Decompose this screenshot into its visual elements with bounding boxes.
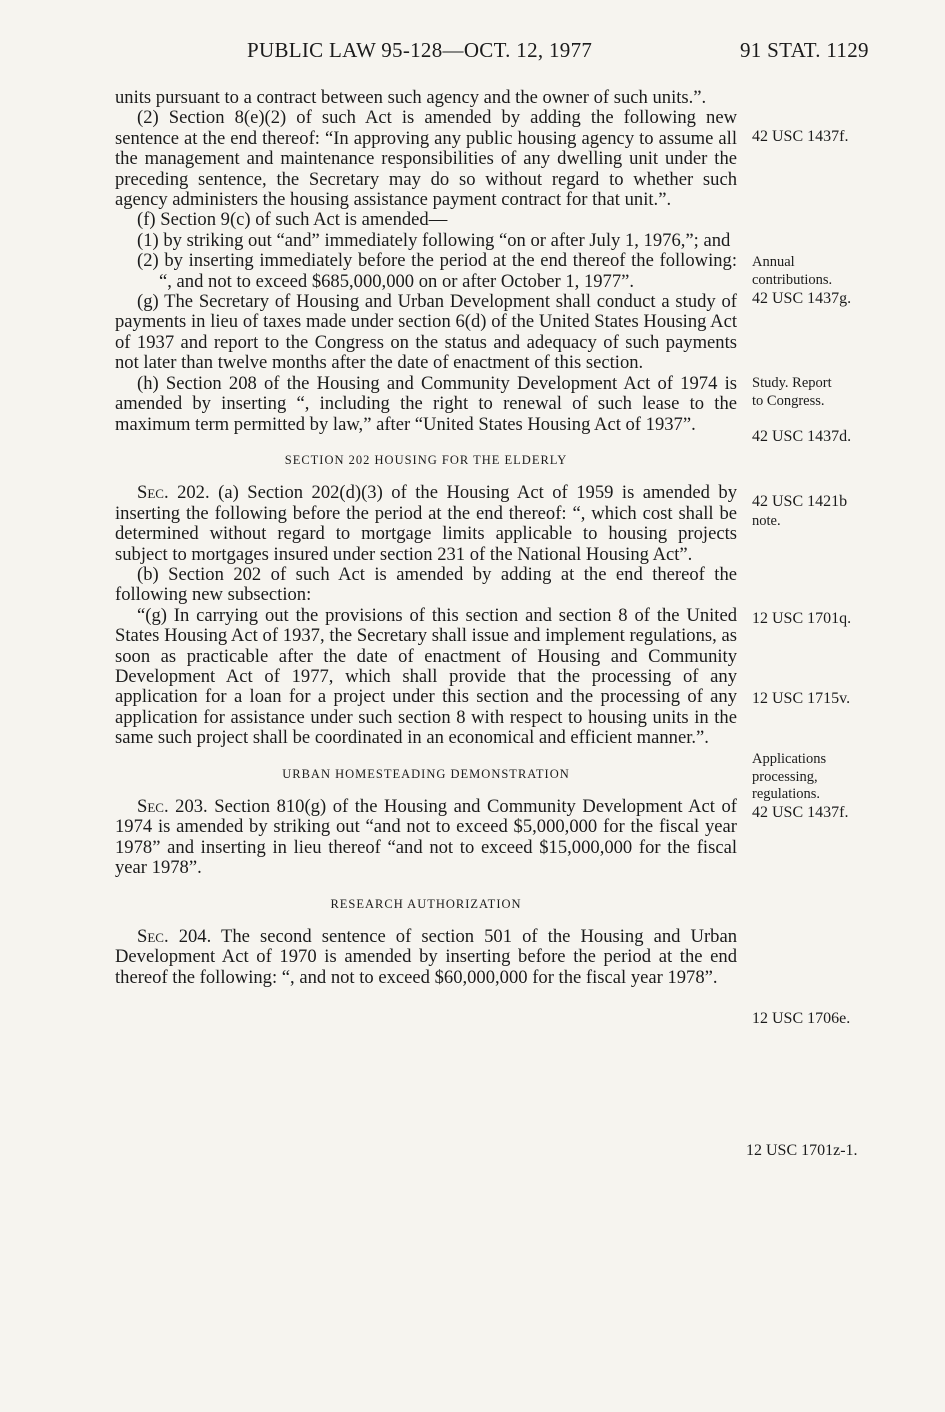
section-label: Sec. 203. bbox=[137, 796, 208, 817]
paragraph: (2) Section 8(e)(2) of such Act is amended by adding the following new sentence at the end thereof: “In approving any public housing agency to assume all the management and maintenance responsibilities of any dwelling unit under the preceding sentence, the Secretary may do so without regard to whether such agency administers the housing assistance payment contract for that unit.”. bbox=[115, 107, 737, 211]
paragraph: units pursuant to a contract between such agency and the owner of such units.”. bbox=[115, 87, 707, 108]
paragraph: (h) Section 208 of the Housing and Community Development Act of 1974 is amended by inserting “, including the right to renewal of such lease to the maximum term permitted by law,” after “United States Housing Act of 1937”. bbox=[115, 372, 737, 435]
paragraph-text: Section 810(g) of the Housing and Community Development Act of 1974 is amended by striking out “and not to exceed $5,000,000 for the fiscal year 1978” and inserting in lieu thereof “and not to exceed $15,000,000 for the fiscal year 1978”. bbox=[115, 796, 737, 879]
page-header-stat: 91 STAT. 1129 bbox=[740, 38, 869, 62]
margin-note: Applications processing, regulations. bbox=[752, 751, 827, 802]
section-heading: RESEARCH AUTHORIZATION bbox=[330, 896, 522, 911]
paragraph: (f) Section 9(c) of such Act is amended— bbox=[137, 209, 448, 231]
margin-note: 12 USC 1706e. bbox=[752, 1010, 851, 1027]
section-label: Sec. 202. bbox=[137, 482, 210, 504]
margin-note: Annual contributions. bbox=[752, 254, 833, 288]
margin-note: note. bbox=[752, 513, 781, 529]
paragraph bbox=[115, 927, 737, 988]
margin-note: 42 USC 1437f. bbox=[752, 804, 849, 821]
section-label: Sec. 204. bbox=[137, 926, 212, 948]
paragraph: (b) Section 202 of such Act is amended by adding at the end thereof the following new subsection: bbox=[115, 563, 737, 606]
margin-note: Study. Report to Congress. bbox=[752, 375, 832, 409]
section-heading: URBAN HOMESTEADING DEMONSTRATION bbox=[282, 766, 570, 781]
paragraph: (1) by striking out “and” immediately following “on or after July 1, 1976,”; and bbox=[137, 229, 731, 251]
paragraph bbox=[115, 797, 737, 879]
margin-note: 12 USC 1701q. bbox=[752, 610, 852, 627]
page-header-title: PUBLIC LAW 95-128—OCT. 12, 1977 bbox=[247, 38, 593, 62]
margin-note: 42 USC 1437d. bbox=[752, 428, 852, 445]
section-heading: SECTION 202 HOUSING FOR THE ELDERLY bbox=[284, 452, 568, 467]
paragraph bbox=[115, 483, 737, 565]
margin-note: 12 USC 1715v. bbox=[752, 690, 851, 707]
margin-note: 42 USC 1421b bbox=[752, 493, 848, 510]
margin-note: 12 USC 1701z-1. bbox=[746, 1142, 858, 1159]
paragraph-text: (a) Section 202(d)(3) of the Housing Act of 1959 is amended by inserting the following before the period at the end thereof: “, which cost shall be determined without regard to mortgage limits applicable to housing projects subject to mortgages insured under section 231 of the National Housing Act”. bbox=[115, 482, 738, 565]
margin-note: 42 USC 1437g. bbox=[752, 290, 852, 307]
margin-note: 42 USC 1437f. bbox=[752, 128, 849, 145]
paragraph: (g) The Secretary of Housing and Urban Development shall conduct a study of payments in lieu of taxes made under section 6(d) of the United States Housing Act of 1937 and report to the Congress on the status and adequacy of such payments not later than twelve months after the date of enactment of this section. bbox=[115, 291, 737, 374]
paragraph-text: The second sentence of section 501 of the Housing and Urban Development Act of 1970 is amended by inserting before the period at the end thereof the following: “, and not to exceed $60,000,000 for the fiscal year 1978”. bbox=[115, 926, 737, 988]
paragraph: (2) by inserting immediately before the period at the end thereof the following: “, and not to exceed $685,000,000 on or after October 1, 1977”. bbox=[137, 250, 737, 292]
main-text bbox=[115, 88, 737, 988]
paragraph: “(g) In carrying out the provisions of this section and section 8 of the United States Housing Act of 1937, the Secretary shall issue and implement regulations, as soon as practicable after the date of enactment of Housing and Community Development Act of 1977, which shall provide that the processing of any application for a loan for a project under this section and the processing of any application for assistance under such section 8 with respect to housing units in the same such project shall be coordinated in an economical and efficient manner.”. bbox=[115, 604, 737, 749]
